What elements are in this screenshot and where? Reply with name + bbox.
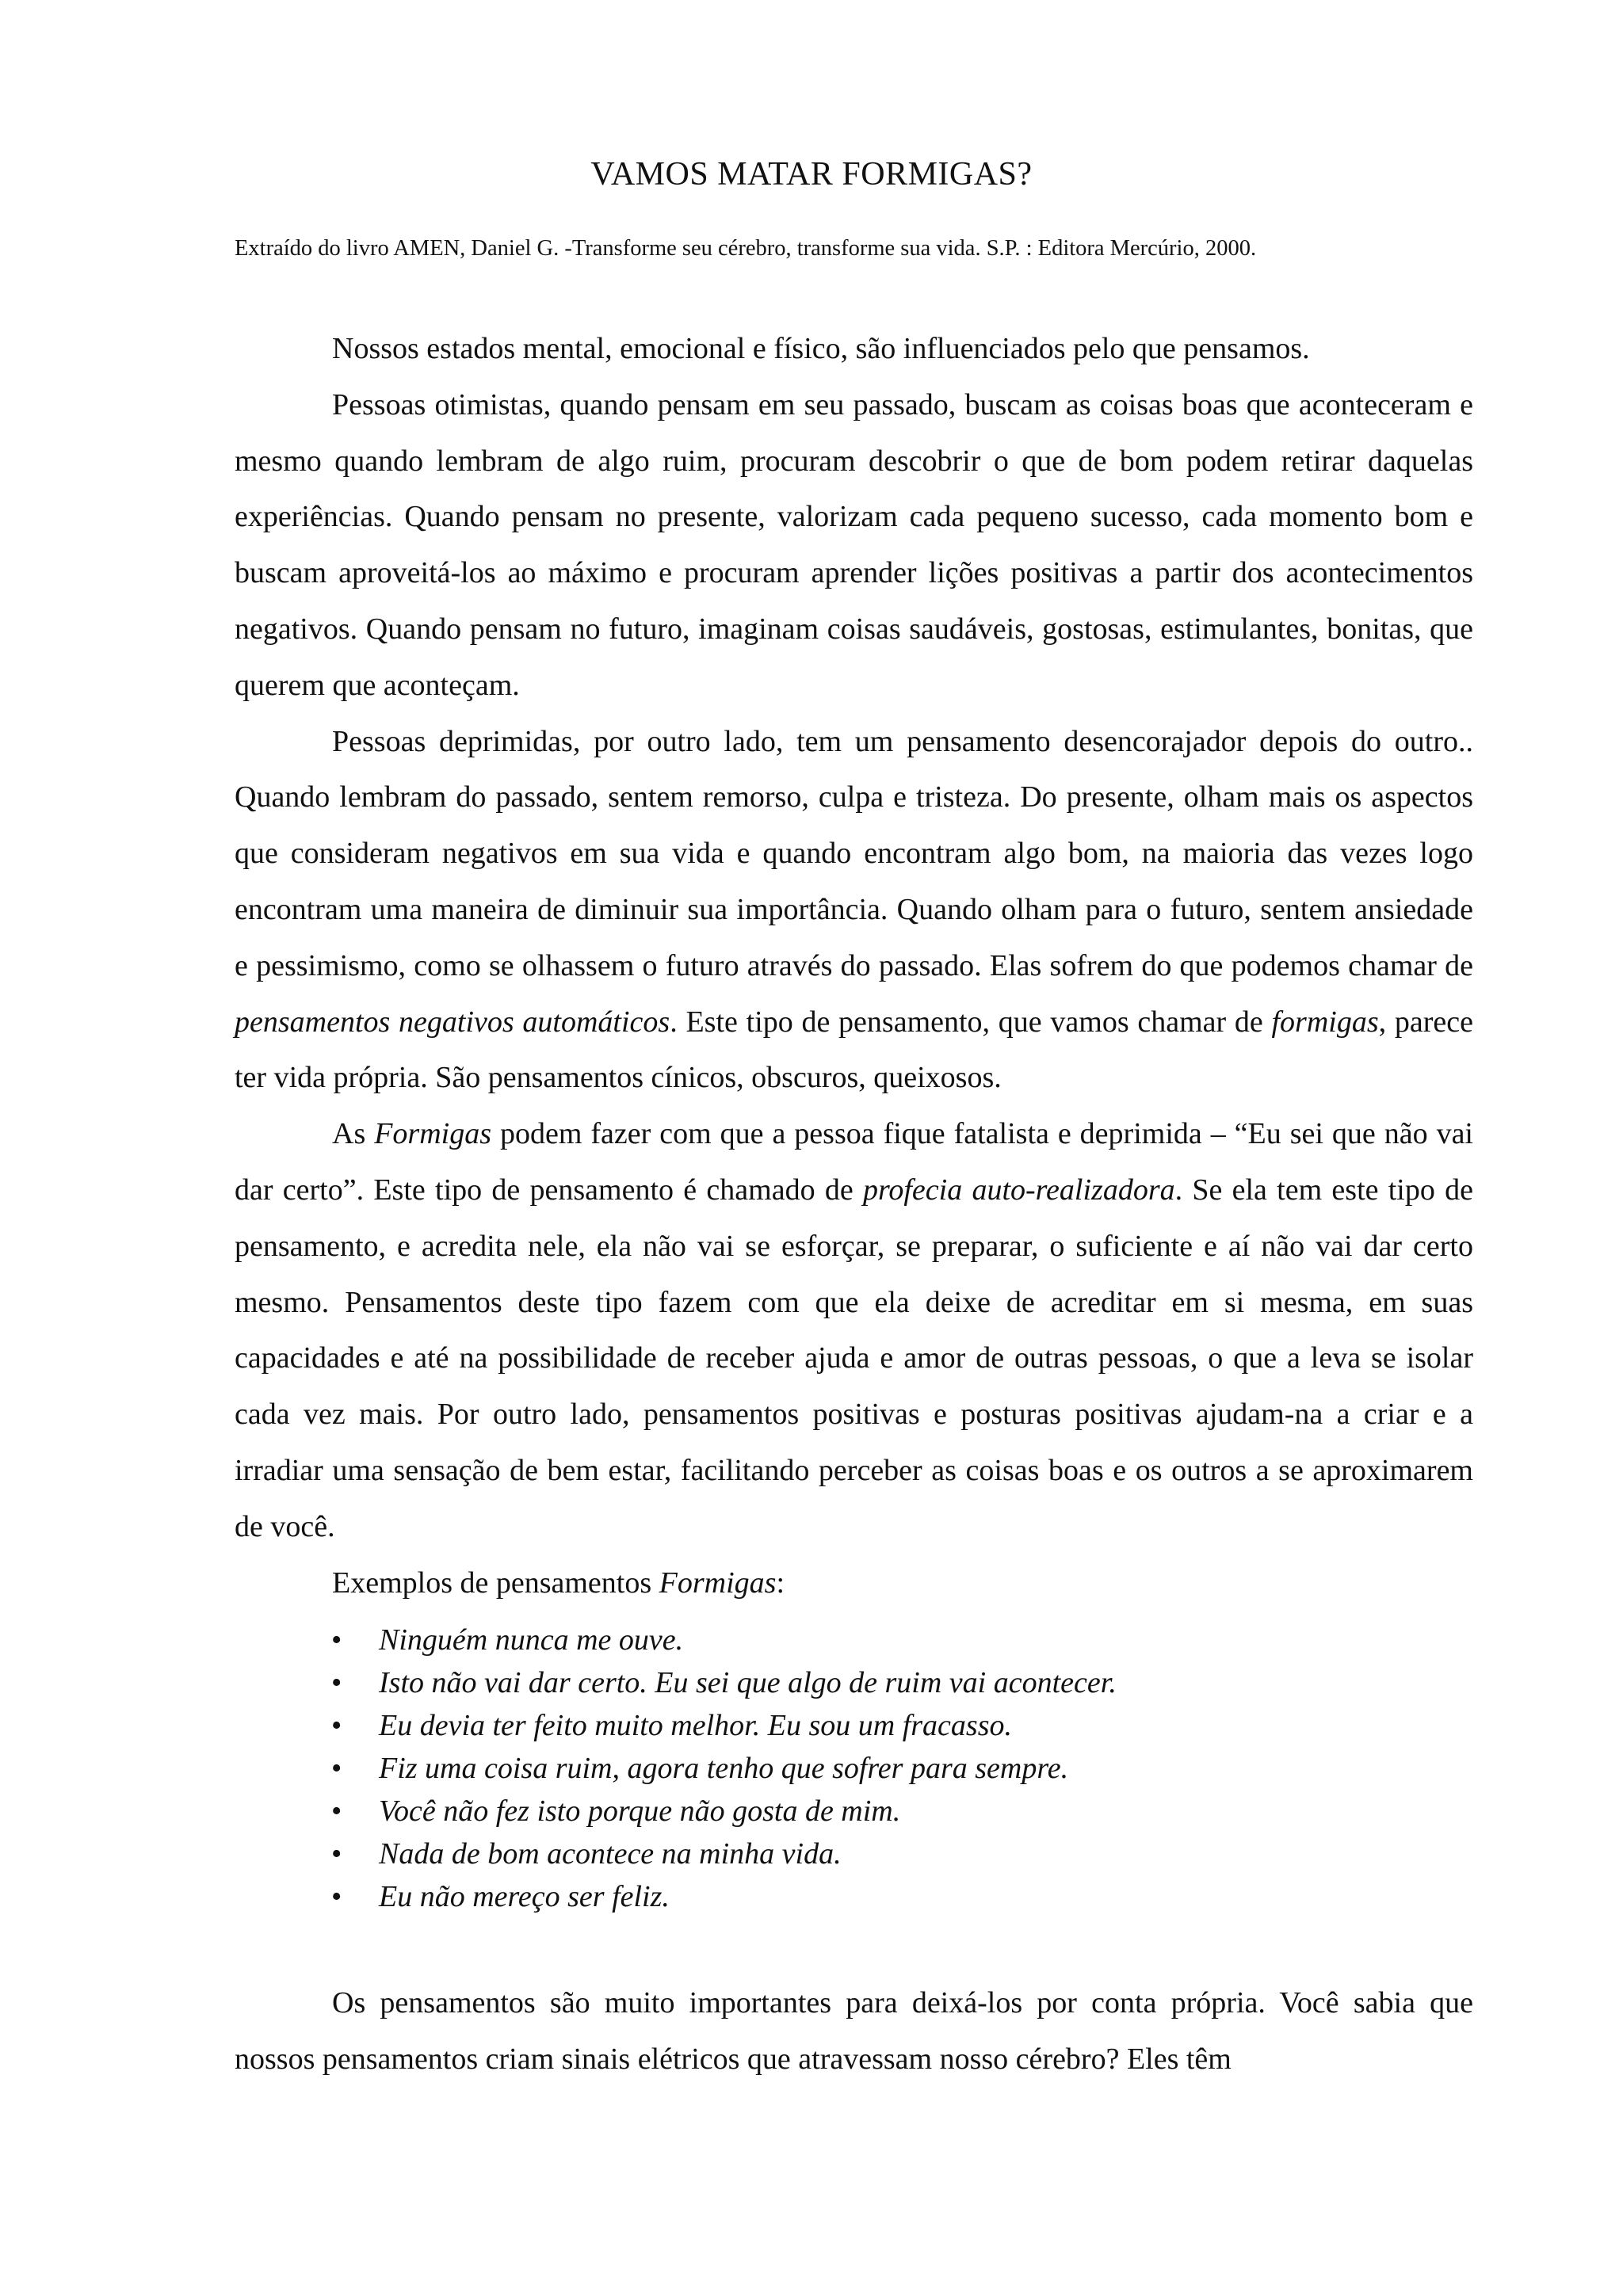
bullet-icon: •	[331, 1794, 342, 1829]
example-item	[235, 1747, 1473, 1790]
source-citation: Extraído do livro AMEN, Daniel G. -Transforme seu cérebro, transforme sua vida. S.P. : Editora Mercúrio, 2000.	[235, 236, 1257, 261]
example-text: Isto não vai dar certo. Eu sei que algo de ruim vai acontecer.	[379, 1666, 1117, 1700]
bullet-icon: •	[331, 1709, 342, 1743]
document-body	[235, 321, 1473, 2088]
section-spacer	[235, 1910, 1473, 1975]
paragraph-4-emphasis-1: Formigas	[374, 1117, 491, 1151]
example-text: Fiz uma coisa ruim, agora tenho que sofrer para sempre.	[379, 1752, 1069, 1786]
example-item	[235, 1661, 1473, 1704]
paragraph-3-text-a: Pessoas deprimidas, por outro lado, tem um pensamento desencorajador depois do outro.. Quando lembram do passado, sentem remorso, culpa e tristeza. Do presente, olham mais os aspectos que consideram negativos em sua vida e quando encontram algo bom, na maioria das vezes logo encontram uma maneira de diminuir sua importância. Quando olham para o futuro, sentem ansiedade e pessimismo, como se olhassem o futuro através do passado. Elas sofrem do que podemos chamar de	[235, 724, 1473, 982]
example-text: Eu devia ter feito muito melhor. Eu sou um fracasso.	[379, 1709, 1012, 1743]
example-item	[235, 1790, 1473, 1833]
example-item	[235, 1704, 1473, 1747]
examples-intro-emphasis: Formigas	[659, 1566, 777, 1600]
bullet-icon: •	[331, 1623, 342, 1657]
example-text: Nada de bom acontece na minha vida.	[379, 1837, 842, 1871]
paragraph-5: Os pensamentos são muito importantes para deixá-los por conta própria. Você sabia que nossos pensamentos criam sinais elétricos que atravessam nosso cérebro? Eles têm	[235, 1986, 1473, 2077]
paragraph-4-emphasis-2: profecia auto-realizadora	[862, 1173, 1175, 1207]
paragraph-3-emphasis-1: pensamentos negativos automáticos	[235, 1005, 670, 1039]
examples-intro-text-b: :	[776, 1566, 785, 1600]
paragraph-1: Nossos estados mental, emocional e físico, são influenciados pelo que pensamos.	[332, 332, 1310, 365]
paragraph-3-emphasis-2: formigas	[1271, 1005, 1379, 1039]
example-text: Ninguém nunca me ouve.	[379, 1623, 684, 1657]
paragraph-2: Pessoas otimistas, quando pensam em seu passado, buscam as coisas boas que aconteceram e mesmo quando lembram de algo ruim, procuram descobrir o que de bom podem retirar daquelas experiências. Quando pensam no presente, valorizam cada pequeno sucesso, cada momento bom e buscam aproveitá-los ao máximo e procuram aprender lições positivas a partir dos acontecimentos negativos. Quando pensam no futuro, imaginam coisas saudáveis, gostosas, estimulantes, bonitas, que querem que aconteçam.	[235, 387, 1473, 702]
example-item	[235, 1619, 1473, 1661]
document-title: VAMOS MATAR FORMIGAS?	[590, 156, 1033, 193]
paragraph-3-text-c: , parece ter vida própria. São pensamentos cínicos, obscuros, queixosos.	[235, 1005, 1473, 1095]
examples-intro	[235, 1555, 1473, 1611]
paragraph-4-text-b: podem fazer com que a pessoa fique fatalista e deprimida – “Eu sei que não vai dar certo”. Este tipo de pensamento é chamado de	[235, 1117, 1473, 1207]
bullet-icon: •	[331, 1752, 342, 1786]
paragraph-3	[235, 714, 1473, 1107]
bullet-icon: •	[331, 1880, 342, 1914]
examples-intro-text-a: Exemplos de pensamentos	[332, 1566, 659, 1600]
examples-list	[235, 1619, 1473, 1918]
bullet-icon: •	[331, 1666, 342, 1700]
example-text: Eu não mereço ser feliz.	[379, 1880, 670, 1914]
example-item	[235, 1833, 1473, 1875]
example-item	[235, 1875, 1473, 1918]
paragraph-4-text-a: As	[332, 1117, 375, 1151]
paragraph-3-text-b: . Este tipo de pensamento, que vamos chamar de	[670, 1005, 1272, 1039]
paragraph-4	[235, 1106, 1473, 1554]
paragraph-4-text-c: . Se ela tem este tipo de pensamento, e acredita nele, ela não vai se esforçar, se preparar, o suficiente e aí não vai dar certo mesmo. Pensamentos deste tipo fazem com que ela deixe de acreditar em si mesma, em suas capacidades e até na possibilidade de receber ajuda e amor de outras pessoas, o que a leva se isolar cada vez mais. Por outro lado, pensamentos positivas e posturas positivas ajudam-na a criar e a irradiar uma sensação de bem estar, facilitando perceber as coisas boas e os outros a se aproximarem de você.	[235, 1173, 1473, 1543]
bullet-icon: •	[331, 1837, 342, 1871]
example-text: Você não fez isto porque não gosta de mim.	[379, 1794, 901, 1829]
